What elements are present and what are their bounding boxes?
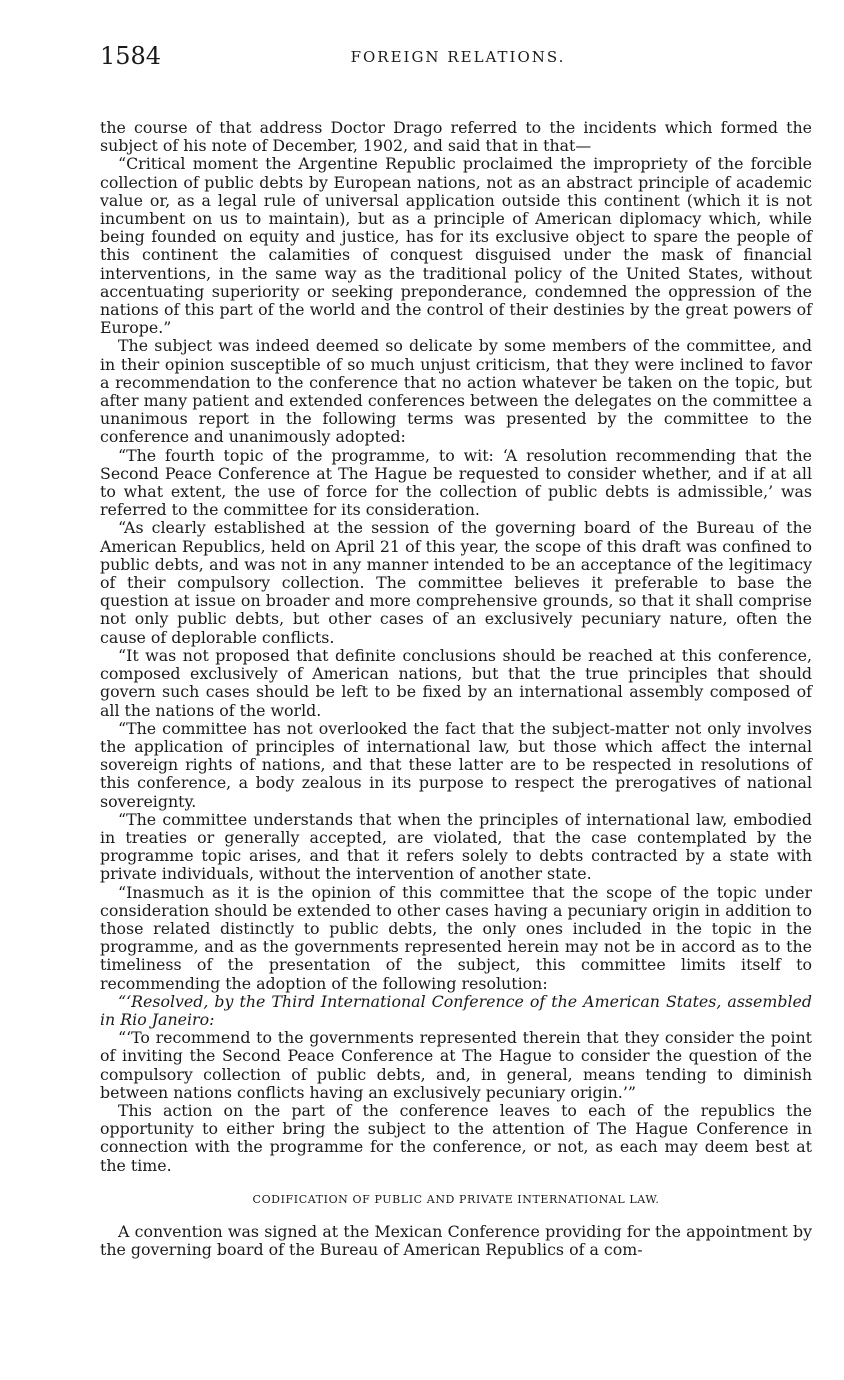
paragraph-quote: “The fourth topic of the programme, to wit: ‘A resolution recommending that the Second Peace Conference at The Hague be requested to consider whether, and if at all to what extent, the use of force for the collection of public debts is admissible,’ was referred to the committee for its consideration.	[100, 445, 812, 520]
paragraph-quote: “Inasmuch as it is the opinion of this committee that the scope of the topic under consideration should be extended to other cases having a pecuniary origin in addition to those related distinctly to public debts, the only ones included in the topic in the programme, and as the governments represented herein may not be in accord as to the timeliness of the presentation of the subject, this committee limits itself to recommending the adoption of the following resolution:	[100, 882, 812, 993]
paragraph-quote: “The committee understands that when the principles of international law, embodied in treaties or generally accepted, are violated, that the case contemplated by the programme topic arises, and that it refers solely to debts contracted by a state with private individuals, without the intervention of another state.	[100, 809, 812, 884]
paragraph-quote: “Critical moment the Argentine Republic proclaimed the impropriety of the forcible collection of public debts by European nations, not as an abstract principle of academic value or, as a legal rule of universal application outside this continent (which it is not incumbent on us to maintain), but as a principle of American diplomacy which, while being founded on equity and justice, has for its exclusive object to spare the people of this continent the calamities of conquest disguised under the mask of financial interventions, in the same way as the traditional policy of the United States, without accentuating superiority or seeking preponderance, condemned the oppression of the nations of this part of the world and the control of their destinies by the great powers of Europe.”	[100, 154, 812, 338]
paragraph-quote: “It was not proposed that definite conclusions should be reached at this conference, composed exclusively of American nations, but that the true principles that should govern such cases should be left to be fixed by an international assembly composed of all the nations of the world.	[100, 645, 812, 720]
paragraph-quote: “As clearly established at the session of the governing board of the Bureau of the American Republics, held on April 21 of this year, the scope of this draft was confined to public debts, and was not in any manner intended to be an acceptance of the legitimacy of their compulsory collection. The committee believes it preferable to base the question at issue on broader and more comprehensive grounds, so that it shall comprise not only public debts, but other cases of an exclusively pecuniary nature, often the cause of deplorable conflicts.	[100, 518, 812, 647]
resolution-heading: “‘Resolved, by the Third International Conference of the American States, assembled in Rio Janeiro:	[100, 991, 812, 1029]
section-heading: CODIFICATION OF PUBLIC AND PRIVATE INTERNATIONAL LAW.	[252, 1192, 660, 1206]
page-number: 1584	[100, 42, 162, 70]
running-title: FOREIGN RELATIONS.	[350, 48, 566, 66]
paragraph-quote: “The committee has not overlooked the fact that the subject-matter not only involves the application of principles of international law, but those which affect the internal sovereign rights of nations, and that these latter are to be respected in resolutions of this conference, a body zealous in its purpose to respect the prerogatives of national sovereignty.	[100, 718, 812, 811]
paragraph: the course of that address Doctor Drago referred to the incidents which formed the subject of his note of December, 1902, and said that in that—	[100, 118, 812, 156]
paragraph: The subject was indeed deemed so delicate by some members of the committee, and in their opinion susceptible of so much unjust criticism, that they were inclined to favor a recommendation to the conference that no action whatever be taken on the topic, but after many patient and extended conferences between the delegates on the committee a unanimous report in the following terms was presented by the committee to the conference and unanimously adopted:	[100, 336, 812, 447]
resolution-text: “‘To recommend to the governments represented therein that they consider the point of inviting the Second Peace Conference at The Hague to consider the question of the compulsory collection of public debts, and, in general, means tending to diminish between nations conflicts having an exclusively pecuniary origin.’”	[100, 1028, 812, 1102]
paragraph: A convention was signed at the Mexican Conference providing for the appointment by the governing board of the Bureau of American Republics of a com-	[100, 1221, 812, 1260]
body-text	[100, 119, 812, 1259]
paragraph: This action on the part of the conference leaves to each of the republics the opportunity to either bring the subject to the attention of The Hague Conference in connection with the programme for the conference, or not, as each may deem best at the time.	[100, 1100, 812, 1175]
page-header	[100, 42, 816, 82]
